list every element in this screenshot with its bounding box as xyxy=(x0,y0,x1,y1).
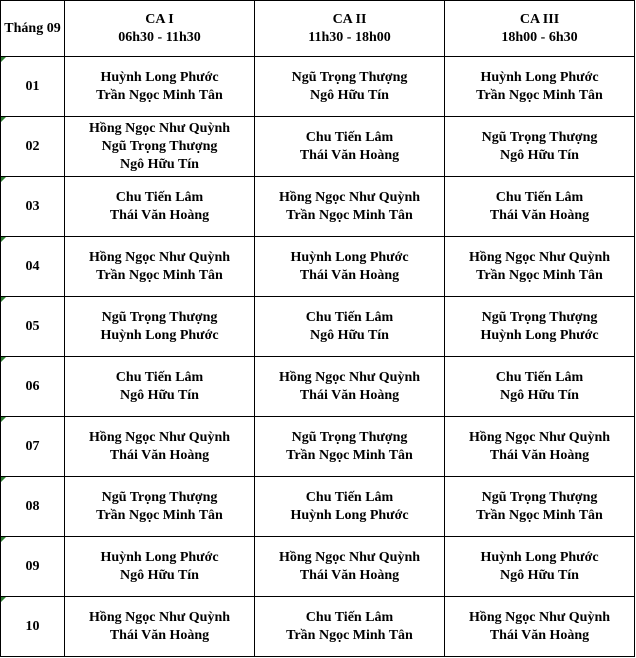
staff-name: Ngũ Trọng Thượng xyxy=(481,129,598,145)
table-row xyxy=(1,357,635,417)
day-cell xyxy=(1,237,65,297)
shift-cell-1 xyxy=(65,297,255,357)
staff-name: Thái Văn Hoàng xyxy=(109,207,210,223)
staff-name: Huỳnh Long Phước xyxy=(100,549,219,565)
staff-name: Chu Tiến Lâm xyxy=(115,189,204,205)
shift-cell-1 xyxy=(65,237,255,297)
table-row xyxy=(1,177,635,237)
staff-name: Hồng Ngọc Như Quỳnh xyxy=(88,120,231,136)
table-row xyxy=(1,57,635,117)
staff-name: Hồng Ngọc Như Quỳnh xyxy=(278,369,421,385)
staff-name: Ngô Hữu Tín xyxy=(120,387,199,403)
staff-name: Hồng Ngọc Như Quỳnh xyxy=(278,549,421,565)
staff-name: Ngũ Trọng Thượng xyxy=(101,309,218,325)
staff-name: Trần Ngọc Minh Tân xyxy=(286,627,413,643)
shift-cell-3 xyxy=(445,357,635,417)
day-number: 03 xyxy=(25,198,40,214)
shift-cell-3 xyxy=(445,177,635,237)
staff-name: Huỳnh Long Phước xyxy=(100,327,219,343)
shift-name: CA III xyxy=(519,11,560,27)
staff-name: Ngô Hữu Tín xyxy=(500,147,579,163)
staff-name: Chu Tiến Lâm xyxy=(305,129,394,145)
staff-name: Chu Tiến Lâm xyxy=(495,189,584,205)
staff-name: Huỳnh Long Phước xyxy=(480,549,599,565)
staff-name: Huỳnh Long Phước xyxy=(290,507,409,523)
staff-name: Huỳnh Long Phước xyxy=(290,249,409,265)
shift-cell-1 xyxy=(65,477,255,537)
day-cell xyxy=(1,57,65,117)
staff-name: Ngũ Trọng Thượng xyxy=(101,138,218,154)
month-header xyxy=(1,1,65,57)
staff-name: Thái Văn Hoàng xyxy=(299,567,400,583)
staff-name: Ngô Hữu Tín xyxy=(310,327,389,343)
staff-name: Trần Ngọc Minh Tân xyxy=(96,87,223,103)
staff-name: Hồng Ngọc Như Quỳnh xyxy=(278,189,421,205)
staff-name: Hồng Ngọc Như Quỳnh xyxy=(468,609,611,625)
shift-cell-2 xyxy=(255,417,445,477)
shift-cell-2 xyxy=(255,537,445,597)
shift-cell-3 xyxy=(445,597,635,657)
shift-name: CA II xyxy=(332,11,367,27)
staff-name: Huỳnh Long Phước xyxy=(100,69,219,85)
staff-name: Chu Tiến Lâm xyxy=(305,609,394,625)
day-number: 02 xyxy=(25,138,40,154)
shift-cell-2 xyxy=(255,177,445,237)
staff-name: Thái Văn Hoàng xyxy=(489,447,590,463)
staff-name: Huỳnh Long Phước xyxy=(480,69,599,85)
staff-name: Trần Ngọc Minh Tân xyxy=(476,267,603,283)
staff-name: Hồng Ngọc Như Quỳnh xyxy=(88,249,231,265)
day-number: 04 xyxy=(25,258,40,274)
staff-name: Chu Tiến Lâm xyxy=(495,369,584,385)
staff-name: Thái Văn Hoàng xyxy=(489,207,590,223)
staff-name: Trần Ngọc Minh Tân xyxy=(476,507,603,523)
header-row xyxy=(1,1,635,57)
staff-name: Ngô Hữu Tín xyxy=(120,156,199,172)
table-row xyxy=(1,417,635,477)
staff-name: Hồng Ngọc Như Quỳnh xyxy=(88,429,231,445)
staff-name: Ngũ Trọng Thượng xyxy=(291,69,408,85)
shift-cell-1 xyxy=(65,177,255,237)
table-row xyxy=(1,597,635,657)
day-number: 06 xyxy=(25,378,40,394)
day-number: 10 xyxy=(25,618,40,634)
staff-name: Ngô Hữu Tín xyxy=(500,567,579,583)
day-number: 07 xyxy=(25,438,40,454)
day-cell xyxy=(1,477,65,537)
shift-cell-3 xyxy=(445,57,635,117)
shift-cell-3 xyxy=(445,117,635,177)
shift-cell-2 xyxy=(255,297,445,357)
table-row xyxy=(1,237,635,297)
staff-name: Hồng Ngọc Như Quỳnh xyxy=(88,609,231,625)
staff-name: Thái Văn Hoàng xyxy=(109,627,210,643)
staff-name: Chu Tiến Lâm xyxy=(305,489,394,505)
staff-name: Trần Ngọc Minh Tân xyxy=(286,447,413,463)
day-cell xyxy=(1,537,65,597)
staff-name: Thái Văn Hoàng xyxy=(299,147,400,163)
staff-name: Ngũ Trọng Thượng xyxy=(291,429,408,445)
shift-cell-3 xyxy=(445,537,635,597)
staff-name: Thái Văn Hoàng xyxy=(299,267,400,283)
day-cell xyxy=(1,417,65,477)
staff-name: Ngũ Trọng Thượng xyxy=(481,489,598,505)
table-row xyxy=(1,297,635,357)
shift-cell-2 xyxy=(255,357,445,417)
staff-name: Trần Ngọc Minh Tân xyxy=(476,87,603,103)
month-label: Tháng 09 xyxy=(4,20,61,36)
shift-cell-1 xyxy=(65,357,255,417)
staff-name: Ngô Hữu Tín xyxy=(310,87,389,103)
day-number: 08 xyxy=(25,498,40,514)
staff-name: Chu Tiến Lâm xyxy=(305,309,394,325)
table-row xyxy=(1,117,635,177)
staff-name: Chu Tiến Lâm xyxy=(115,369,204,385)
shift-cell-3 xyxy=(445,477,635,537)
shift-header-3 xyxy=(445,1,635,57)
shift-cell-3 xyxy=(445,417,635,477)
staff-name: Huỳnh Long Phước xyxy=(480,327,599,343)
staff-name: Ngũ Trọng Thượng xyxy=(481,309,598,325)
table-row xyxy=(1,537,635,597)
staff-name: Trần Ngọc Minh Tân xyxy=(96,507,223,523)
shift-cell-2 xyxy=(255,597,445,657)
shift-cell-1 xyxy=(65,597,255,657)
shift-cell-2 xyxy=(255,477,445,537)
shift-time: 11h30 - 18h00 xyxy=(308,29,391,45)
day-cell xyxy=(1,597,65,657)
shift-header-2 xyxy=(255,1,445,57)
day-cell xyxy=(1,357,65,417)
day-number: 09 xyxy=(25,558,40,574)
table-row xyxy=(1,477,635,537)
staff-name: Ngô Hữu Tín xyxy=(500,387,579,403)
staff-name: Hồng Ngọc Như Quỳnh xyxy=(468,429,611,445)
shift-cell-1 xyxy=(65,417,255,477)
day-cell xyxy=(1,117,65,177)
shift-cell-2 xyxy=(255,117,445,177)
schedule-body xyxy=(1,57,635,657)
staff-name: Trần Ngọc Minh Tân xyxy=(286,207,413,223)
staff-name: Thái Văn Hoàng xyxy=(489,627,590,643)
staff-name: Hồng Ngọc Như Quỳnh xyxy=(468,249,611,265)
day-cell xyxy=(1,177,65,237)
day-number: 05 xyxy=(25,318,40,334)
day-cell xyxy=(1,297,65,357)
shift-cell-2 xyxy=(255,57,445,117)
shift-cell-1 xyxy=(65,537,255,597)
staff-name: Ngô Hữu Tín xyxy=(120,567,199,583)
staff-name: Trần Ngọc Minh Tân xyxy=(96,267,223,283)
staff-name: Thái Văn Hoàng xyxy=(109,447,210,463)
staff-name: Ngũ Trọng Thượng xyxy=(101,489,218,505)
shift-cell-1 xyxy=(65,57,255,117)
shift-cell-1 xyxy=(65,117,255,177)
day-number: 01 xyxy=(25,78,40,94)
shift-name: CA I xyxy=(145,11,174,27)
shift-time: 18h00 - 6h30 xyxy=(501,29,578,45)
shift-time: 06h30 - 11h30 xyxy=(118,29,201,45)
shift-cell-2 xyxy=(255,237,445,297)
staff-name: Thái Văn Hoàng xyxy=(299,387,400,403)
shift-cell-3 xyxy=(445,237,635,297)
shift-header-1 xyxy=(65,1,255,57)
shift-cell-3 xyxy=(445,297,635,357)
